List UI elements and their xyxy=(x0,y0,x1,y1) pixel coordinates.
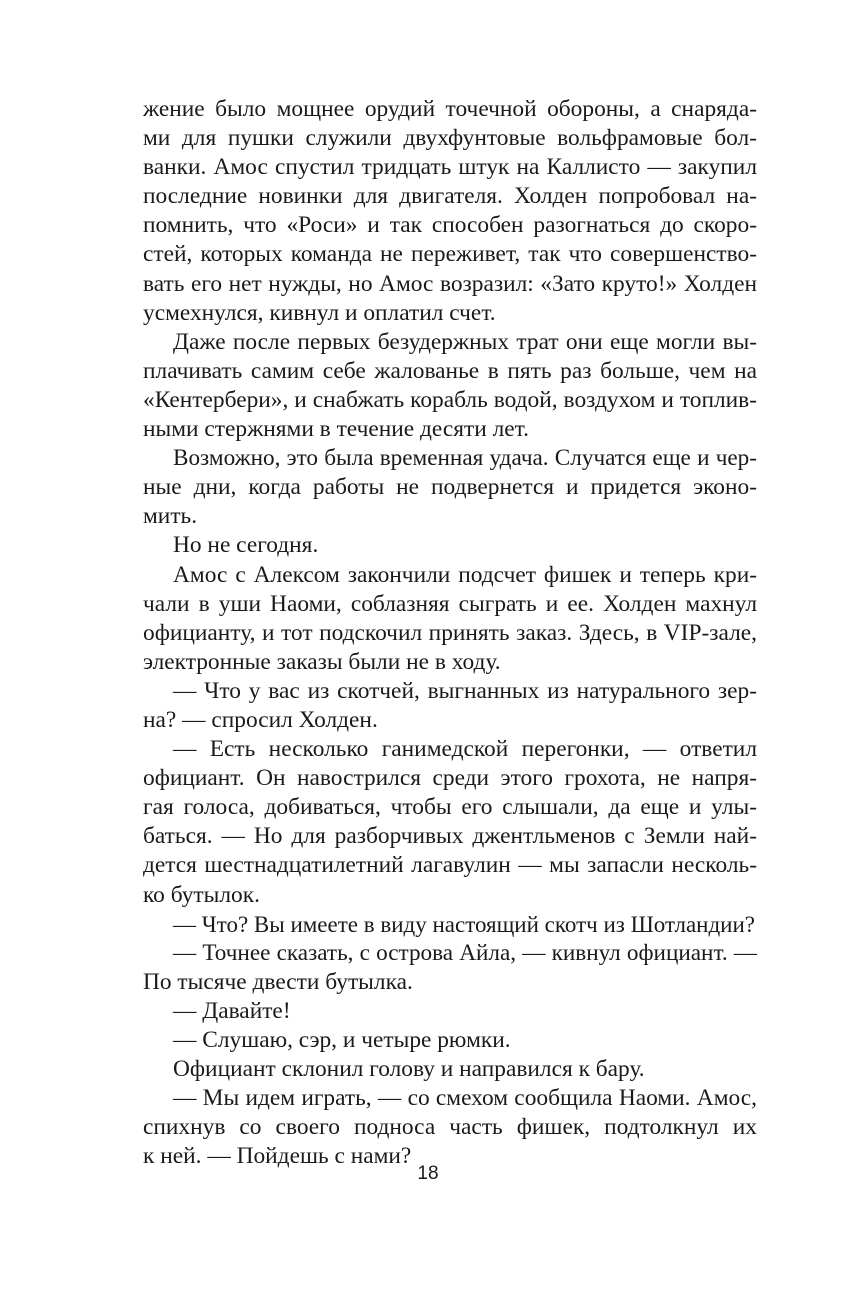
text-line: баться. — Но для разборчивых джентльменов с Земли най- xyxy=(143,823,757,850)
text-line: официант. Он навострился среди этого грохота, не напря- xyxy=(143,765,757,792)
text-line: вать его нет нужды, но Амос возразил: «Зато круто!» Холден xyxy=(143,270,757,297)
text-line: Даже после первых безудержных трат они еще могли вы- xyxy=(173,328,757,355)
text-line: усмехнулся, кивнул и оплатил счет. xyxy=(143,299,496,326)
text-line: на? — спросил Холден. xyxy=(143,706,378,733)
text-line: Официант склонил голову и направился к бару. xyxy=(173,1056,645,1083)
text-line: помнить, что «Роси» и так способен разогнаться до скоро- xyxy=(143,212,757,239)
text-line: ванки. Амос спустил тридцать штук на Каллисто — закупил xyxy=(143,154,757,181)
text-line: Но не сегодня. xyxy=(173,532,319,559)
text-line: ко бутылок. xyxy=(143,881,260,908)
text-line: Амос с Алексом закончили подсчет фишек и теперь кри- xyxy=(173,561,757,588)
text-line: жение было мощнее орудий точечной обороны, а снаряда- xyxy=(143,96,757,122)
text-line: — Что у вас из скотчей, выгнанных из натурального зер- xyxy=(173,677,757,704)
text-line: официанту, и тот подскочил принять заказ. Здесь, в VIP-зале, xyxy=(143,619,757,646)
text-line: — Есть несколько ганимедской перегонки, — ответил xyxy=(173,736,757,763)
text-line: гая голоса, добиваться, чтобы его слышали, да еще и улы- xyxy=(143,794,757,821)
text-line: последние новинки для двигателя. Холден попробовал на- xyxy=(143,183,757,210)
text-line: ные дни, когда работы не подвернется и придется эконо- xyxy=(143,474,757,501)
text-line: — Точнее сказать, с острова Айла, — кивнул официант. — xyxy=(173,939,757,966)
text-line: мить. xyxy=(143,503,198,530)
text-line: ными стержнями в течение десяти лет. xyxy=(143,416,529,443)
text-line: спихнув со своего подноса часть фишек, подтолкнул их xyxy=(143,1114,757,1141)
text-line: стей, которых команда не переживет, так что совершенство- xyxy=(143,241,757,268)
text-line: — Что? Вы имеете в виду настоящий скотч из Шотландии? xyxy=(173,911,755,937)
text-line: «Кентербери», и снабжать корабль водой, воздухом и топлив- xyxy=(143,386,757,413)
text-line: Возможно, это была временная удача. Случатся еще и чер- xyxy=(173,445,757,472)
text-line: дется шестнадцатилетний лагавулин — мы запасли несколь- xyxy=(143,852,757,879)
text-line: По тысяче двести бутылка. xyxy=(143,968,413,995)
text-line: к ней. — Пойдешь с нами? xyxy=(143,1143,412,1170)
text-line: — Слушаю, сэр, и четыре рюмки. xyxy=(173,1027,511,1053)
text-line: электронные заказы были не в ходу. xyxy=(143,648,501,675)
text-line: плачивать самим себе жалованье в пять раз больше, чем на xyxy=(143,357,757,384)
text-line: — Давайте! xyxy=(173,997,291,1024)
page-number: 18 xyxy=(417,1163,439,1184)
text-line: ми для пушки служили двухфунтовые вольфрамовые бол- xyxy=(143,125,757,152)
text-line: — Мы идем играть, — со смехом сообщила Наоми. Амос, xyxy=(173,1085,757,1112)
page-body-text xyxy=(143,95,757,1171)
text-line: чали в уши Наоми, соблазняя сыграть и ее. Холден махнул xyxy=(143,590,757,617)
